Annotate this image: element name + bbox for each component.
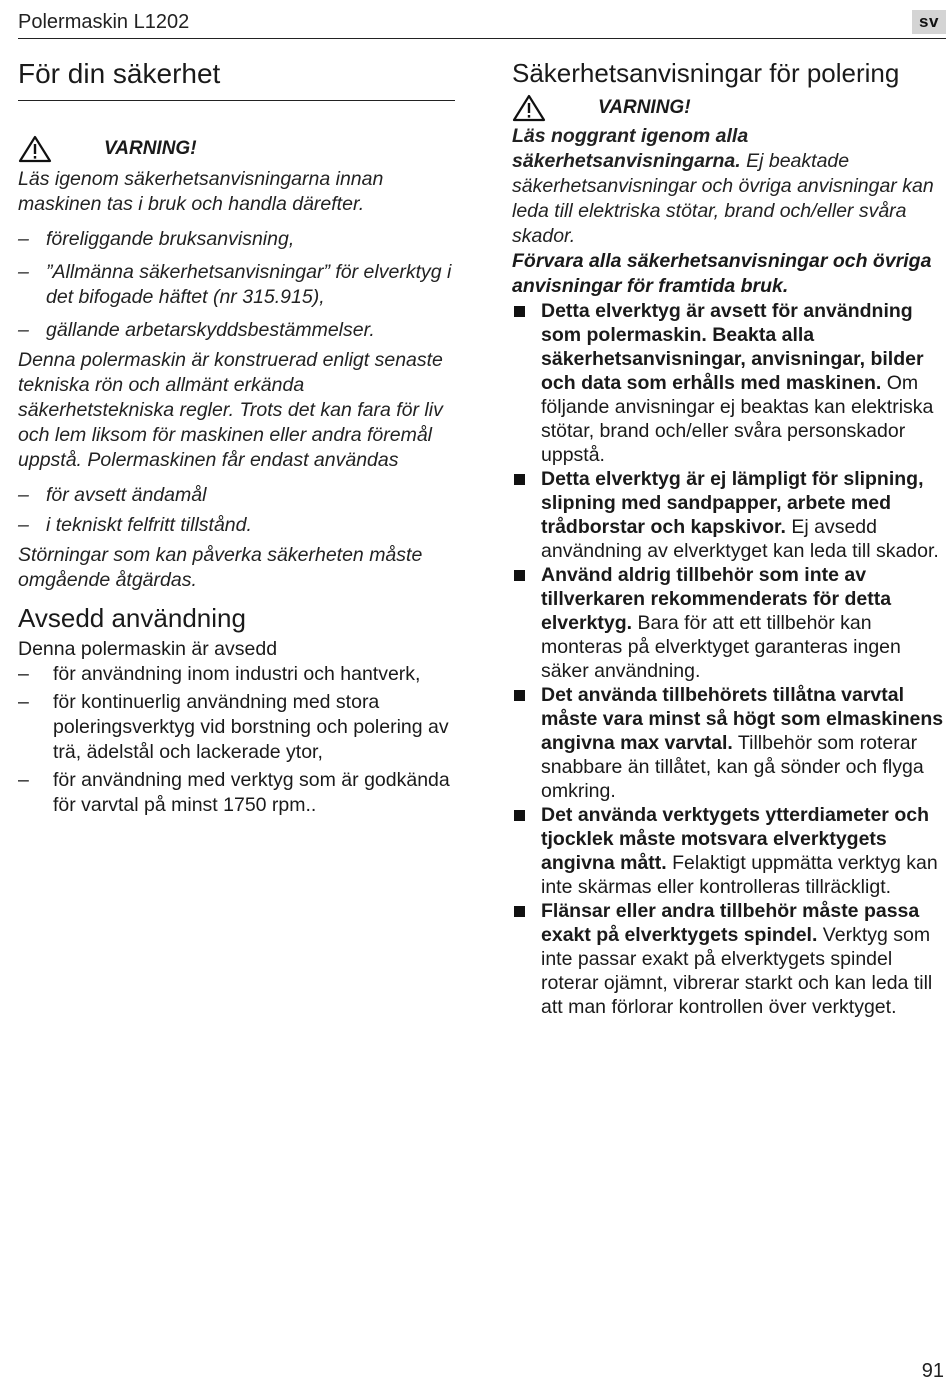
page-number: 91 xyxy=(921,1360,944,1382)
safety-item xyxy=(512,683,946,803)
safety-item-text: Bara för att ett tillbehör kan monteras på elverktyget garanteras ingen säker användning. xyxy=(541,612,901,682)
warning-intro: Läs igenom säkerhetsanvisningarna innan maskinen tas i bruk och handla därefter. xyxy=(18,168,384,215)
warning-label: VARNING! xyxy=(104,138,197,159)
safety-item-text: Tillbehör som roterar snabbare än tillåtet, kan gå sönder och flyga omkring. xyxy=(541,732,924,802)
warning-row xyxy=(512,94,946,124)
safety-item-bold: Det använda verktygets ytterdiameter och tjocklek måste motsvara elverktygets angivna mått. xyxy=(541,804,929,874)
read-instructions-text xyxy=(512,124,946,249)
bullet-square-icon xyxy=(514,474,525,485)
safety-item-text: Verktyg som inte passar exakt på elverktygets spindel roterar ojämnt, vibrerar starkt och kan leda till att man förlorar kontrollen över verktyget. xyxy=(541,924,933,1018)
warning-triangle-icon xyxy=(18,135,52,163)
list-item: – för avsett ändamål xyxy=(18,483,455,508)
read-instructions-bold: Läs noggrant igenom alla säkerhetsanvisningarna. xyxy=(512,125,749,172)
safety-item-text: Om följande anvisningar ej beaktas kan elektriska stötar, brand och/eller svåra personskador uppstå. xyxy=(541,372,934,466)
polishing-safety-heading: Säkerhetsanvisningar för polering xyxy=(512,58,900,88)
left-column xyxy=(18,58,455,818)
construction-text: Denna polermaskin är konstruerad enligt senaste tekniska rön och allmänt erkända säkerhetstekniska regler. Trots det kan fara för liv och lem liksom för maskinen eller andra föremål uppstå. Polermaskinen får endast användas xyxy=(18,349,443,471)
intended-use-heading: Avsedd användning xyxy=(18,603,246,633)
bullet-square-icon xyxy=(514,906,525,917)
faults-text: Störningar som kan påverka säkerheten måste omgående åtgärdas. xyxy=(18,544,423,591)
safety-item xyxy=(512,899,946,1019)
bullet-square-icon xyxy=(514,306,525,317)
safety-item xyxy=(512,803,946,899)
list-item: – för användning med verktyg som är godkända för varvtal på minst 1750 rpm.. xyxy=(18,768,455,818)
warning-row xyxy=(18,135,455,167)
page-header xyxy=(18,8,946,39)
safety-item xyxy=(512,467,946,563)
bullet-square-icon xyxy=(514,690,525,701)
bullet-square-icon xyxy=(514,810,525,821)
list-item: – i tekniskt felfritt tillstånd. xyxy=(18,513,455,538)
safety-item-bold: Detta elverktyg är ej lämpligt för slipning, slipning med sandpapper, arbete med trådborstar och kapskivor. xyxy=(541,468,924,538)
list-item: – ”Allmänna säkerhetsanvisningar” för elverktyg i det bifogade häftet (nr 315.915), xyxy=(18,260,455,310)
bullet-square-icon xyxy=(514,570,525,581)
list-item: – föreliggande bruksanvisning, xyxy=(18,227,455,252)
list-item: – för kontinuerlig användning med stora poleringsverktyg vid borstning och polering av trä, ädelstål och lackerade ytor, xyxy=(18,690,455,765)
safety-heading: För din säkerhet xyxy=(18,58,455,101)
safety-item-bold: Flänsar eller andra tillbehör måste passa exakt på elverktygets spindel. xyxy=(541,900,920,946)
read-instructions-rest: Ej beaktade säkerhetsanvisningar och övriga anvisningar kan leda till elektriska stötar, brand och/eller svåra skador. xyxy=(512,150,934,247)
safety-item xyxy=(512,299,946,467)
conditions-list xyxy=(18,483,455,538)
right-column xyxy=(512,58,946,1019)
reference-list xyxy=(18,227,455,343)
intended-use-list xyxy=(18,662,455,818)
safety-item-text: Ej avsedd användning av elverktyget kan leda till skador. xyxy=(541,516,939,562)
document-title: Polermaskin L1202 xyxy=(18,11,190,33)
safety-items-list xyxy=(512,299,946,1019)
safety-item-bold: Använd aldrig tillbehör som inte av tillverkaren rekommenderats för detta elverktyg. xyxy=(541,564,892,634)
safety-item-text: Felaktigt uppmätta verktyg kan inte skärmas eller kontrolleras tillräckligt. xyxy=(541,852,938,898)
safety-item xyxy=(512,563,946,683)
list-item: – för användning inom industri och hantverk, xyxy=(18,662,455,687)
warning-label: VARNING! xyxy=(598,97,691,118)
warning-triangle-icon xyxy=(512,94,546,122)
safety-item-bold: Detta elverktyg är avsett för användning som polermaskin. Beakta alla säkerhetsanvisningar, anvisningar, bilder och data som erhålls med maskinen. xyxy=(541,300,924,394)
language-badge: sv xyxy=(912,10,946,34)
intended-use-intro: Denna polermaskin är avsedd xyxy=(18,638,278,660)
safety-item-bold: Det använda tillbehörets tillåtna varvtal måste vara minst så högt som elmaskinens angivna max varvtal. xyxy=(541,684,944,754)
keep-instructions-text: Förvara alla säkerhetsanvisningar och övriga anvisningar för framtida bruk. xyxy=(512,250,932,297)
list-item: – gällande arbetarskyddsbestämmelser. xyxy=(18,318,455,343)
